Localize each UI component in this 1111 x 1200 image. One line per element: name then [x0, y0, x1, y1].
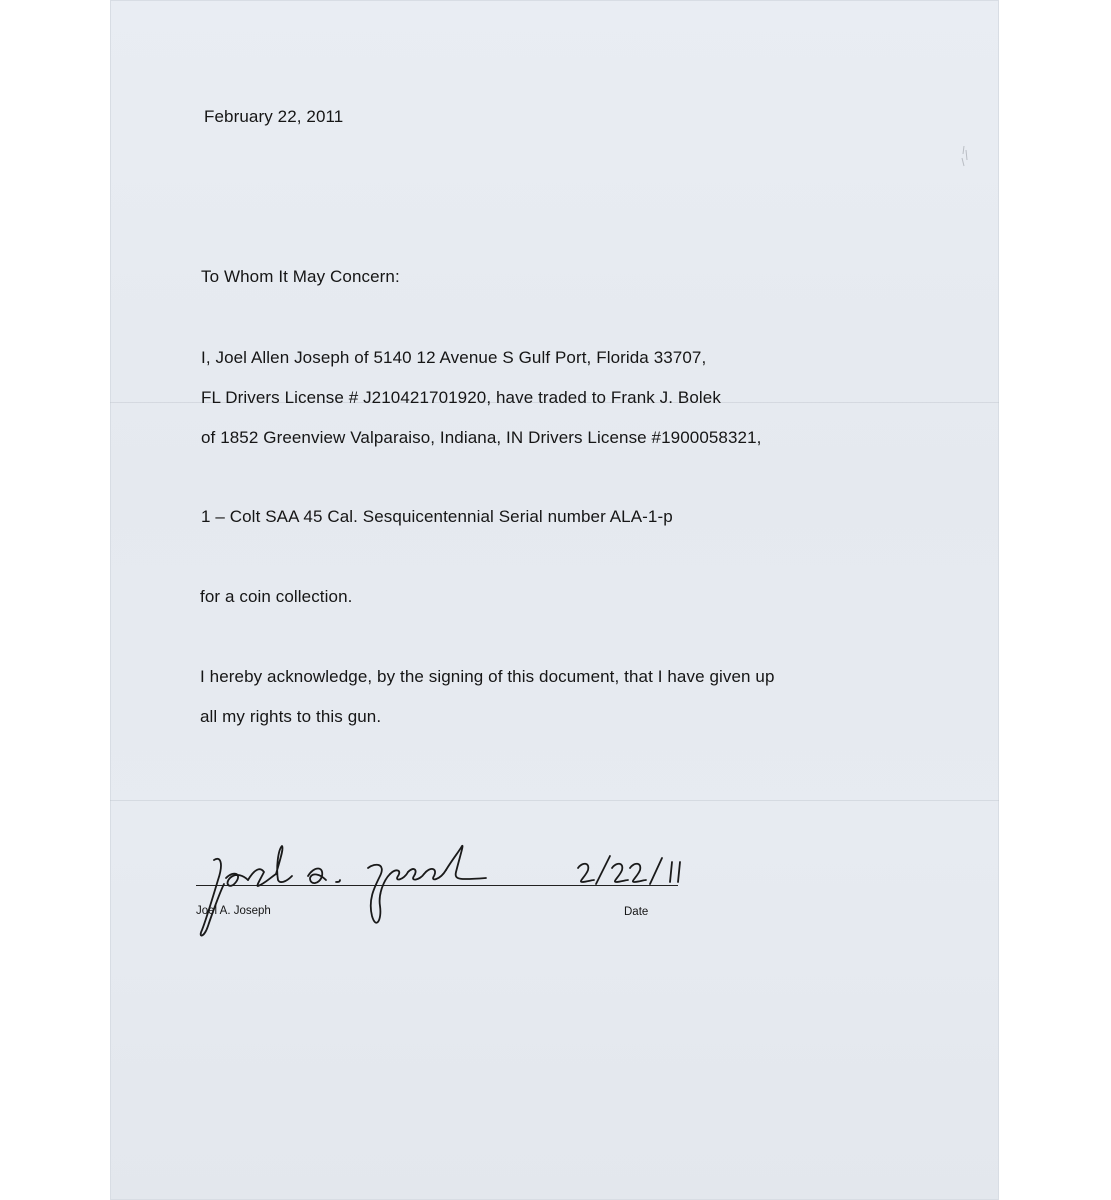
paper-fold [110, 800, 999, 801]
body-line-1: I, Joel Allen Joseph of 5140 12 Avenue S Gulf Port, Florida 33707, [201, 348, 707, 367]
date-label: Date [624, 906, 649, 918]
acknowledgement-line-1: I hereby acknowledge, by the signing of this document, that I have given up [200, 667, 775, 686]
handwritten-signature [190, 840, 710, 950]
item-description: 1 – Colt SAA 45 Cal. Sesquicentennial Serial number ALA-1-p [201, 507, 673, 526]
body-line-2: FL Drivers License # J210421701920, have traded to Frank J. Bolek [201, 388, 721, 407]
consideration-line: for a coin collection. [200, 587, 353, 606]
letter-date: February 22, 2011 [204, 107, 344, 126]
paper-mark [950, 140, 980, 180]
acknowledgement-line-2: all my rights to this gun. [200, 707, 382, 726]
salutation: To Whom It May Concern: [201, 267, 400, 286]
body-line-3: of 1852 Greenview Valparaiso, Indiana, IN Drivers License #1900058321, [201, 428, 762, 447]
signer-name: Joel A. Joseph [196, 905, 271, 917]
